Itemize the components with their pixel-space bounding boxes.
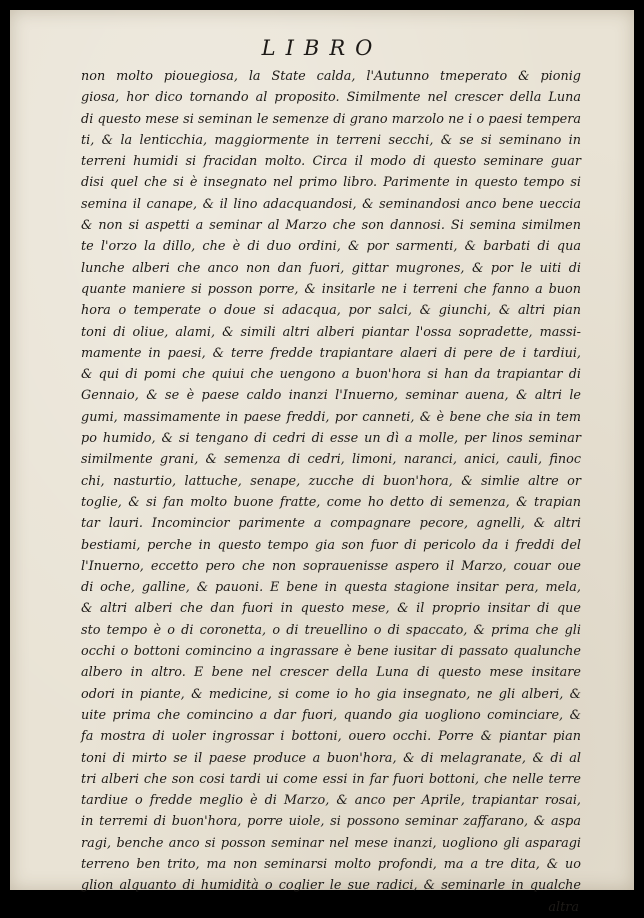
text-line: lunche alberi che anco non dan fuori, gittar mugrones, & por le uiti di	[81, 260, 581, 276]
text-line: albero in altro. E bene nel crescer della Luna di questo mese insitare	[81, 665, 581, 681]
text-line: po humido, & si tengano di cedri di esse un dì a molle, per linos seminar	[81, 431, 581, 447]
text-line: toni di oliue, alami, & simili altri alberi piantar l'ossa sopradette, massi-	[81, 324, 581, 340]
text-line: mamente in paesi, & terre fredde trapiantare alaeri di pere de i tardiui,	[81, 345, 581, 361]
text-line: fa mostra di uoler ingrossar i bottoni, ouero occhi. Porre & piantar pian	[81, 729, 581, 745]
text-line: similmente grani, & semenza di cedri, limoni, naranci, anici, cauli, finoc	[81, 452, 581, 468]
text-line: l'Inuerno, eccetto pero che non soprauenisse aspero il Marzo, couar oue	[81, 558, 581, 574]
text-line: occhi o bottoni comincino a ingrassare è bene iusitar di passato qualunche	[81, 644, 581, 660]
text-line: toglie, & si fan molto buone fratte, come ho detto di semenza, & trapian	[81, 494, 581, 510]
text-line: Gennaio, & se è paese caldo inanzi l'Inuerno, seminar auena, & altri le	[81, 388, 581, 404]
text-line: sto tempo è o di coronetta, o di treuellino o di spaccato, & prima che gli	[81, 622, 581, 638]
catchword: altra	[548, 899, 579, 915]
text-line: tardiue o fredde meglio è di Marzo, & anco per Aprile, trapiantar rosai,	[81, 793, 581, 809]
text-line: semina il canape, & il lino adacquandosi, & seminandosi anco bene ueccia	[81, 196, 581, 212]
text-line: terreni humidi si fracidan molto. Circa il modo di questo seminare guar	[81, 154, 581, 170]
text-line: glion alquanto di humidità o coglier le sue radici, & seminarle in qualche	[81, 878, 581, 894]
text-line: odori in piante, & medicine, si come io ho gia insegnato, ne gli alberi, &	[81, 686, 581, 702]
text-line: chi, nasturtio, lattuche, senape, zucche di buon'hora, & simlie altre or	[81, 473, 581, 489]
text-line: hora o temperate o doue si adacqua, por salci, & giunchi, & altri pian	[81, 303, 581, 319]
book-page	[10, 10, 634, 915]
text-line: gumi, massimamente in paese freddi, por canneti, & è bene che sia in tem	[81, 409, 581, 425]
text-line: & altri alberi che dan fuori in questo mese, & il proprio insitar di que	[81, 601, 581, 617]
running-head: LIBRO	[261, 36, 383, 60]
text-line: uite prima che comincino a dar fuori, quando gia uogliono cominciare, &	[81, 707, 581, 723]
text-line: tri alberi che son cosi tardi ui come essi in far fuori bottoni, che nelle terre	[81, 771, 581, 787]
text-block	[81, 66, 581, 918]
text-line: disi quel che si è insegnato nel primo libro. Parimente in questo tempo si	[81, 175, 581, 191]
text-line: & qui di pomi che quiui che uengono a buon'hora si han da trapiantar di	[81, 367, 581, 383]
text-line: terreno ben trito, ma non seminarsi molto profondi, ma a tre dita, & uo	[81, 856, 581, 872]
text-line: toni di mirto se il paese produce a buon'hora, & di melagranate, & di al	[81, 750, 581, 766]
text-line: tar lauri. Incomincior parimente a compagnare pecore, agnelli, & altri	[81, 516, 581, 532]
text-line: te l'orzo la dillo, che è di duo ordini, & por sarmenti, & barbati di qua	[81, 239, 581, 255]
text-line: in terremi di buon'hora, porre uiole, si possono seminar zaffarano, & aspa	[81, 814, 581, 830]
text-line: di oche, galline, & pauoni. E bene in questa stagione insitar pera, mela,	[81, 580, 581, 596]
text-line: quante maniere si posson porre, & insitarle ne i terreni che fanno a buon	[81, 281, 581, 297]
text-line: bestiami, perche in questo tempo gia son fuor di pericolo da i freddi del	[81, 537, 581, 553]
text-line: non molto piouegiosa, la State calda, l'Autunno tmeperato & pionig	[81, 69, 581, 84]
text-line: di questo mese si seminan le semenze di grano marzolo ne i o paesi tempera	[81, 111, 581, 127]
text-line: & non si aspetti a seminar al Marzo che son dannosi. Si semina similmen	[81, 218, 581, 234]
text-line: giosa, hor dico tornando al proposito. Similmente nel crescer della Luna	[81, 90, 581, 106]
text-line: ragi, benche anco si posson seminar nel mese inanzi, uogliono gli asparagi	[81, 835, 581, 851]
text-line: ti, & la lenticchia, maggiormente in terreni secchi, & se si seminano in	[81, 132, 581, 148]
